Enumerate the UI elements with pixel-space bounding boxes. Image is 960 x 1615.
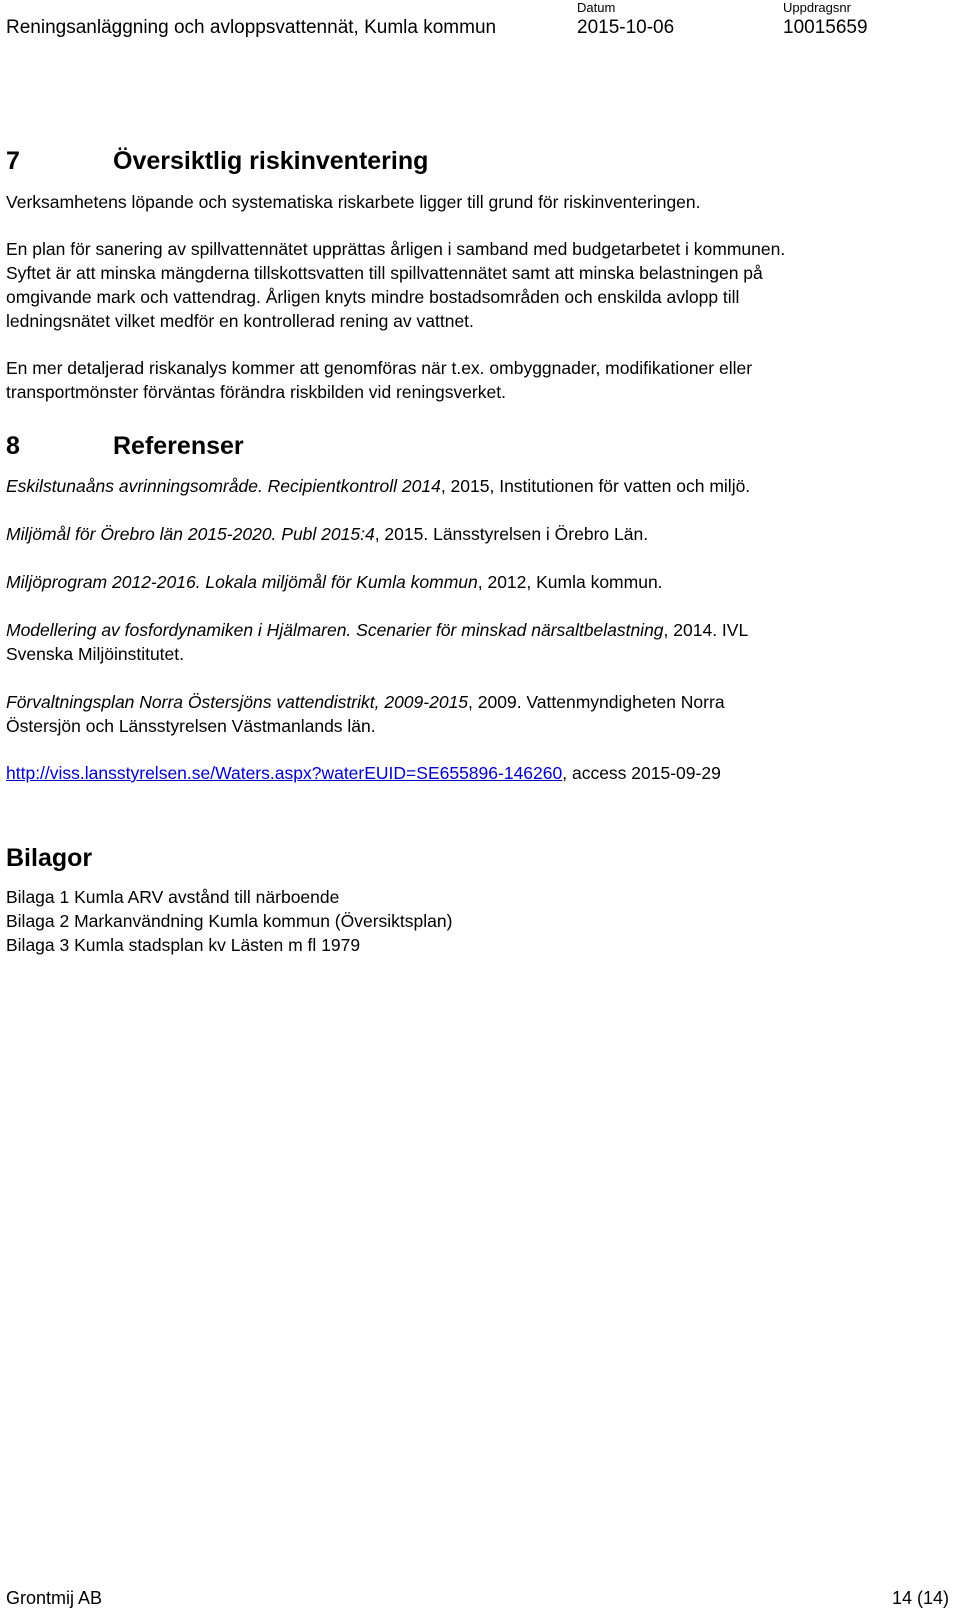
paragraph-line: En mer detaljerad riskanalys kommer att genomföras när t.ex. ombyggnader, modifikationer eller (6, 358, 753, 378)
reference-item (6, 690, 725, 738)
section-8-title: Referenser (113, 432, 244, 460)
paragraph-line: Verksamhetens löpande och systematiska riskarbete ligger till grund för riskinventeringen. (6, 192, 701, 212)
reference-item (6, 522, 648, 546)
reference-details: , 2009. Vattenmyndigheten Norra (468, 692, 725, 712)
paragraph-line: En plan för sanering av spillvattennätet upprättas årligen i samband med budgetarbetet i kommunen. (6, 239, 786, 259)
reference-title: Miljömål för Örebro län 2015-2020. Publ 2015:4 (6, 524, 375, 544)
section-8-number: 8 (6, 432, 20, 460)
section-7-number: 7 (6, 147, 20, 175)
document-title: Reningsanläggning och avloppsvattennät, Kumla kommun (6, 17, 497, 38)
reference-item (6, 570, 663, 594)
bilagor-list (6, 885, 452, 957)
reference-link[interactable]: http://viss.lansstyrelsen.se/Waters.aspx?waterEUID=SE655896-146260 (6, 763, 563, 783)
datum-label: Datum (577, 0, 616, 15)
reference-title: Förvaltningsplan Norra Östersjöns vattendistrikt, 2009-2015 (6, 692, 469, 712)
reference-item (6, 618, 748, 666)
reference-line: Svenska Miljöinstitutet. (6, 644, 184, 664)
reference-title: Modellering av fosfordynamiken i Hjälmaren. Scenarier för minskad närsaltbelastning (6, 620, 664, 640)
section-7-paragraph-2 (6, 237, 785, 333)
reference-title: Eskilstunaåns avrinningsområde. Recipientkontroll 2014 (6, 476, 441, 496)
datum-value: 2015-10-06 (577, 17, 675, 38)
reference-line (6, 618, 748, 642)
paragraph-line: transportmönster förväntas förändra riskbilden vid reningsverket. (6, 382, 506, 402)
paragraph-line: ledningsnätet vilket medför en kontrollerad rening av vattnet. (6, 311, 474, 331)
bilaga-item: Bilaga 1 Kumla ARV avstånd till närboende (6, 887, 340, 907)
bilaga-item: Bilaga 3 Kumla stadsplan kv Lästen m fl 1979 (6, 935, 361, 955)
footer-company: Grontmij AB (6, 1588, 103, 1608)
footer-page-number: 14 (14) (892, 1588, 950, 1608)
uppdragsnr-label: Uppdragsnr (783, 0, 851, 15)
reference-details: , 2012, Kumla kommun. (477, 572, 663, 592)
section-7-paragraph-1 (6, 190, 701, 214)
reference-details: , 2014. IVL (663, 620, 749, 640)
reference-line: Östersjön och Länsstyrelsen Västmanlands län. (6, 716, 376, 736)
bilaga-item: Bilaga 2 Markanvändning Kumla kommun (Översiktsplan) (6, 911, 453, 931)
bilagor-title: Bilagor (6, 844, 93, 872)
section-7-paragraph-3 (6, 356, 752, 404)
reference-details: , 2015. Länsstyrelsen i Örebro Län. (374, 524, 649, 544)
reference-line (6, 690, 725, 714)
reference-title: Miljöprogram 2012-2016. Lokala miljömål för Kumla kommun (6, 572, 478, 592)
reference-details: , 2015, Institutionen för vatten och miljö. (440, 476, 751, 496)
paragraph-line: Syftet är att minska mängderna tillskottsvatten till spillvattennätet samt att minska belastningen på (6, 263, 763, 283)
reference-item (6, 474, 750, 498)
reference-details: , access 2015-09-29 (562, 763, 721, 783)
uppdragsnr-value: 10015659 (783, 17, 868, 38)
reference-item (6, 761, 721, 785)
paragraph-line: omgivande mark och vattendrag. Årligen knyts mindre bostadsområden och enskilda avlopp till (6, 287, 740, 307)
section-7-title: Översiktlig riskinventering (113, 147, 429, 175)
